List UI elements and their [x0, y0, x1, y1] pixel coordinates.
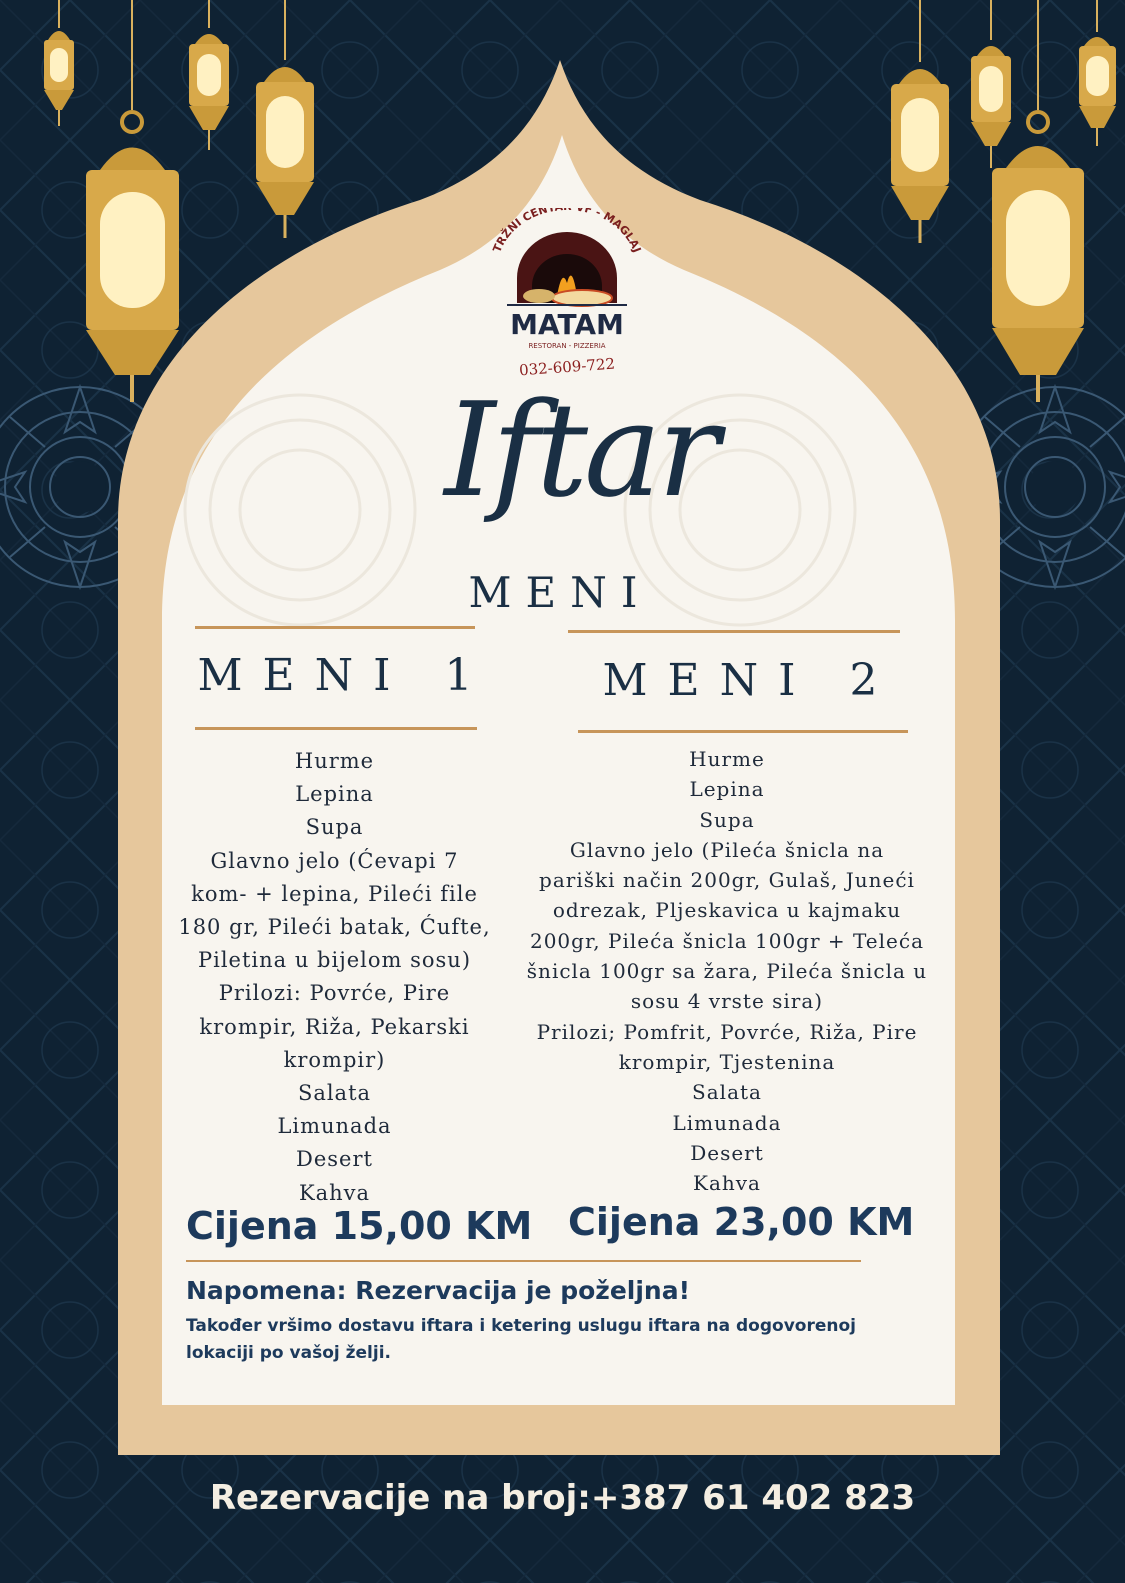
divider-line: [578, 730, 908, 733]
menu2-item: Prilozi; Pomfrit, Povrće, Riža, Pire: [536, 1019, 918, 1044]
lantern-icon: [250, 0, 320, 240]
menu1-price: Cijena 15,00 KM: [186, 1204, 533, 1248]
menu1-item: 180 gr, Pileći batak, Ćufte,: [178, 915, 491, 940]
lantern-icon: [988, 0, 1088, 405]
menu2-item: Hurme: [689, 747, 765, 771]
divider-line: [568, 630, 900, 633]
menu1-item: kom- + lepina, Pileći file: [191, 881, 478, 906]
lantern-icon: [885, 0, 955, 245]
menu1-item: krompir, Riža, Pekarski: [199, 1014, 470, 1039]
note-title: Napomena: Rezervacija je poželjna!: [186, 1276, 690, 1305]
divider-line: [195, 727, 477, 730]
menu2-items: [512, 744, 942, 1198]
menu1-heading: MENI 1: [197, 650, 493, 701]
title-iftar: Iftar: [444, 374, 716, 526]
restaurant-logo: [487, 208, 647, 388]
menu1-item: Hurme: [294, 749, 375, 773]
logo-phone: 032-609-722: [518, 354, 616, 380]
note-text: Također vršimo dostavu iftara i ketering uslugu iftara na dogovorenoj lokaciji po vašoj želji.: [186, 1316, 856, 1363]
menu2-item: Desert: [690, 1140, 764, 1165]
menu2-item: sosu 4 vrste sira): [630, 989, 824, 1014]
logo-subtitle: RESTORAN - PIZZERIA: [528, 342, 606, 350]
lantern-icon: [38, 0, 80, 130]
menu2-item: odrezak, Pljeskavica u kajmaku: [552, 898, 902, 923]
menu2-item: Kahva: [693, 1171, 761, 1196]
menu2-item: Supa: [699, 807, 755, 832]
logo-name: MATAM: [510, 308, 624, 341]
menu1-item: Lepina: [295, 782, 374, 807]
menu1-item: Glavno jelo (Ćevapi 7: [210, 848, 459, 873]
menu2-item: Glavno jelo (Pileća šnicla na: [569, 837, 885, 862]
divider-line: [195, 626, 475, 629]
menu2-item: Limunada: [672, 1110, 782, 1135]
pizza-oven-logo-icon: [487, 208, 647, 318]
menu2-item: 200gr, Pileća šnicla 100gr + Teleća: [529, 928, 925, 953]
menu1-item: Kahva: [298, 1180, 371, 1205]
lantern-icon: [80, 0, 185, 405]
menu1-item: Desert: [296, 1147, 373, 1172]
title-meni: MENI: [468, 568, 652, 617]
menu1-item: Prilozi: Povrće, Pire: [218, 981, 451, 1006]
menu2-item: krompir, Tjestenina: [618, 1049, 836, 1074]
menu1-item: Limunada: [277, 1114, 392, 1139]
lantern-icon: [1075, 0, 1120, 150]
menu2-item: pariški način 200gr, Gulaš, Juneći: [539, 868, 915, 893]
lantern-icon: [183, 0, 235, 155]
menu1-items: [162, 745, 507, 1210]
menu2-item: Salata: [692, 1080, 762, 1105]
menu2-heading: MENI 2: [602, 655, 898, 706]
menu1-item: Piletina u bijelom sosu): [197, 948, 472, 973]
menu1-item: krompir): [283, 1047, 386, 1072]
menu2-item: šnicla 100gr sa žara, Pileća šnicla u: [526, 959, 928, 984]
logo-curved-text: TRŽNI CENT F - MAGLAJ: [490, 208, 644, 255]
menu1-item: Salata: [297, 1081, 372, 1106]
divider-line: [186, 1260, 861, 1262]
menu1-item: Supa: [305, 815, 364, 840]
menu2-item: Lepina: [689, 777, 765, 802]
reservation-phone: Rezervacije na broj:+387 61 402 823: [209, 1478, 916, 1518]
menu2-price: Cijena 23,00 KM: [568, 1200, 915, 1244]
